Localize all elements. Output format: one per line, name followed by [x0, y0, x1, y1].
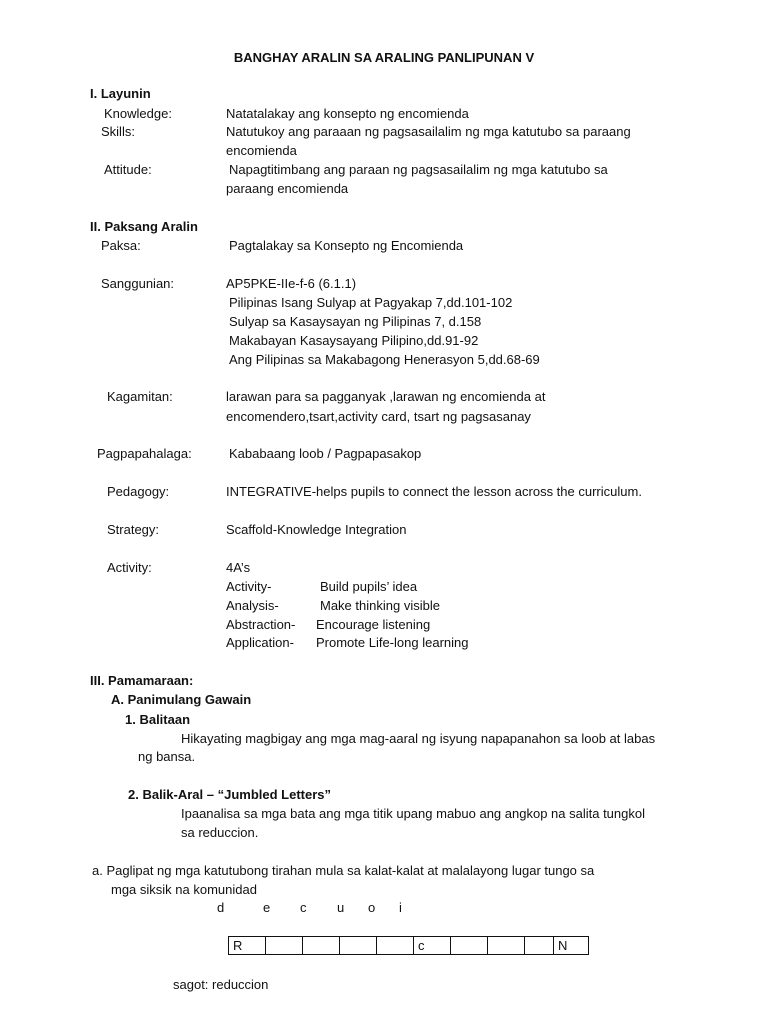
- skills-text-line1: Natutukoy ang paraaan ng pagsasailalim ng mga katutubo sa paraang: [226, 124, 631, 139]
- activity-term: Activity-: [226, 579, 272, 594]
- strategy-label: Strategy:: [107, 522, 160, 537]
- activity-desc: Build pupils’ idea: [320, 579, 418, 594]
- attitude-text-line2: paraang encomienda: [226, 181, 349, 196]
- section-pamamaraan-heading: III. Pamamaraan:: [90, 673, 194, 688]
- kagamitan-text-line1: larawan para sa pagganyak ,larawan ng encomienda at: [226, 389, 546, 404]
- answer-box: R: [229, 937, 266, 955]
- sanggunian-item: Pilipinas Isang Sulyap at Pagyakap 7,dd.101-102: [229, 295, 513, 310]
- answer-text: sagot: reduccion: [173, 977, 269, 992]
- subsection-panimulang-gawain: A. Panimulang Gawain: [111, 692, 252, 707]
- activity-desc: Make thinking visible: [320, 598, 440, 613]
- pedagogy-text: INTEGRATIVE-helps pupils to connect the lesson across the curriculum.: [226, 484, 642, 499]
- pagpapahalaga-label: Pagpapahalaga:: [97, 446, 192, 461]
- answer-letter-grid: [228, 936, 589, 955]
- answer-box: [525, 937, 554, 955]
- item-balitaan-text-line2: ng bansa.: [138, 749, 196, 764]
- jumbled-letters: [0, 900, 768, 919]
- jumbled-letter: d: [217, 900, 225, 915]
- answer-box: N: [554, 937, 589, 955]
- item-balik-aral-text-line2: sa reduccion.: [181, 825, 259, 840]
- jumbled-letter: e: [263, 900, 271, 915]
- item-balitaan-title: 1. Balitaan: [125, 712, 191, 727]
- activity-term: Analysis-: [226, 598, 279, 613]
- jumbled-letter: u: [337, 900, 345, 915]
- sanggunian-label: Sanggunian:: [101, 276, 175, 291]
- kagamitan-text-line2: encomendero,tsart,activity card, tsart ng pagsasanay: [226, 409, 531, 424]
- sanggunian-item: Makabayan Kasaysayang Pilipino,dd.91-92: [229, 333, 479, 348]
- activity-desc: Promote Life-long learning: [316, 635, 469, 650]
- knowledge-label: Knowledge:: [104, 106, 172, 121]
- pagpapahalaga-text: Kababaang loob / Pagpapasakop: [229, 446, 422, 461]
- answer-box: [451, 937, 488, 955]
- skills-text-line2: encomienda: [226, 143, 297, 158]
- attitude-text-line1: Napagtitimbang ang paraan ng pagsasailalim ng mga katutubo sa: [229, 162, 608, 177]
- activity-term: Abstraction-: [226, 617, 296, 632]
- skills-label: Skills:: [101, 124, 135, 139]
- activity-term: Application-: [226, 635, 294, 650]
- strategy-text: Scaffold-Knowledge Integration: [226, 522, 407, 537]
- paksa-text: Pagtalakay sa Konsepto ng Encomienda: [229, 238, 464, 253]
- sanggunian-item: AP5PKE-IIe-f-6 (6.1.1): [226, 276, 357, 291]
- jumbled-letter: c: [300, 900, 307, 915]
- item-balitaan-text-line1: Hikayating magbigay ang mga mag-aaral ng isyung napapanahon sa loob at labas: [181, 731, 656, 746]
- answer-box: [488, 937, 525, 955]
- answer-box: [303, 937, 340, 955]
- item-balik-aral-text-line1: Ipaanalisa sa mga bata ang mga titik upang mabuo ang angkop na salita tungkol: [181, 806, 645, 821]
- page-title: BANGHAY ARALIN SA ARALING PANLIPUNAN V: [233, 50, 535, 65]
- jumbled-letter: o: [368, 900, 376, 915]
- question-text-line2: mga siksik na komunidad: [111, 882, 257, 897]
- answer-box: [340, 937, 377, 955]
- answer-box: c: [414, 937, 451, 955]
- jumbled-letter: i: [399, 900, 402, 915]
- kagamitan-label: Kagamitan:: [107, 389, 173, 404]
- question-text-line1: a. Paglipat ng mga katutubong tirahan mula sa kalat-kalat at malalayong lugar tungo sa: [92, 863, 595, 878]
- paksa-label: Paksa:: [101, 238, 141, 253]
- sanggunian-item: Sulyap sa Kasaysayan ng Pilipinas 7, d.158: [229, 314, 482, 329]
- activity-desc: Encourage listening: [316, 617, 431, 632]
- sanggunian-item: Ang Pilipinas sa Makabagong Henerasyon 5,dd.68-69: [229, 352, 540, 367]
- pedagogy-label: Pedagogy:: [107, 484, 170, 499]
- section-paksang-aralin-heading: II. Paksang Aralin: [90, 219, 198, 234]
- answer-box: [377, 937, 414, 955]
- item-balik-aral-title: 2. Balik-Aral – “Jumbled Letters”: [128, 787, 332, 802]
- knowledge-text: Natatalakay ang konsepto ng encomienda: [226, 106, 469, 121]
- section-layunin-heading: I. Layunin: [90, 86, 151, 101]
- activity-title: 4A’s: [226, 560, 251, 575]
- attitude-label: Attitude:: [104, 162, 152, 177]
- activity-label: Activity:: [107, 560, 152, 575]
- answer-box: [266, 937, 303, 955]
